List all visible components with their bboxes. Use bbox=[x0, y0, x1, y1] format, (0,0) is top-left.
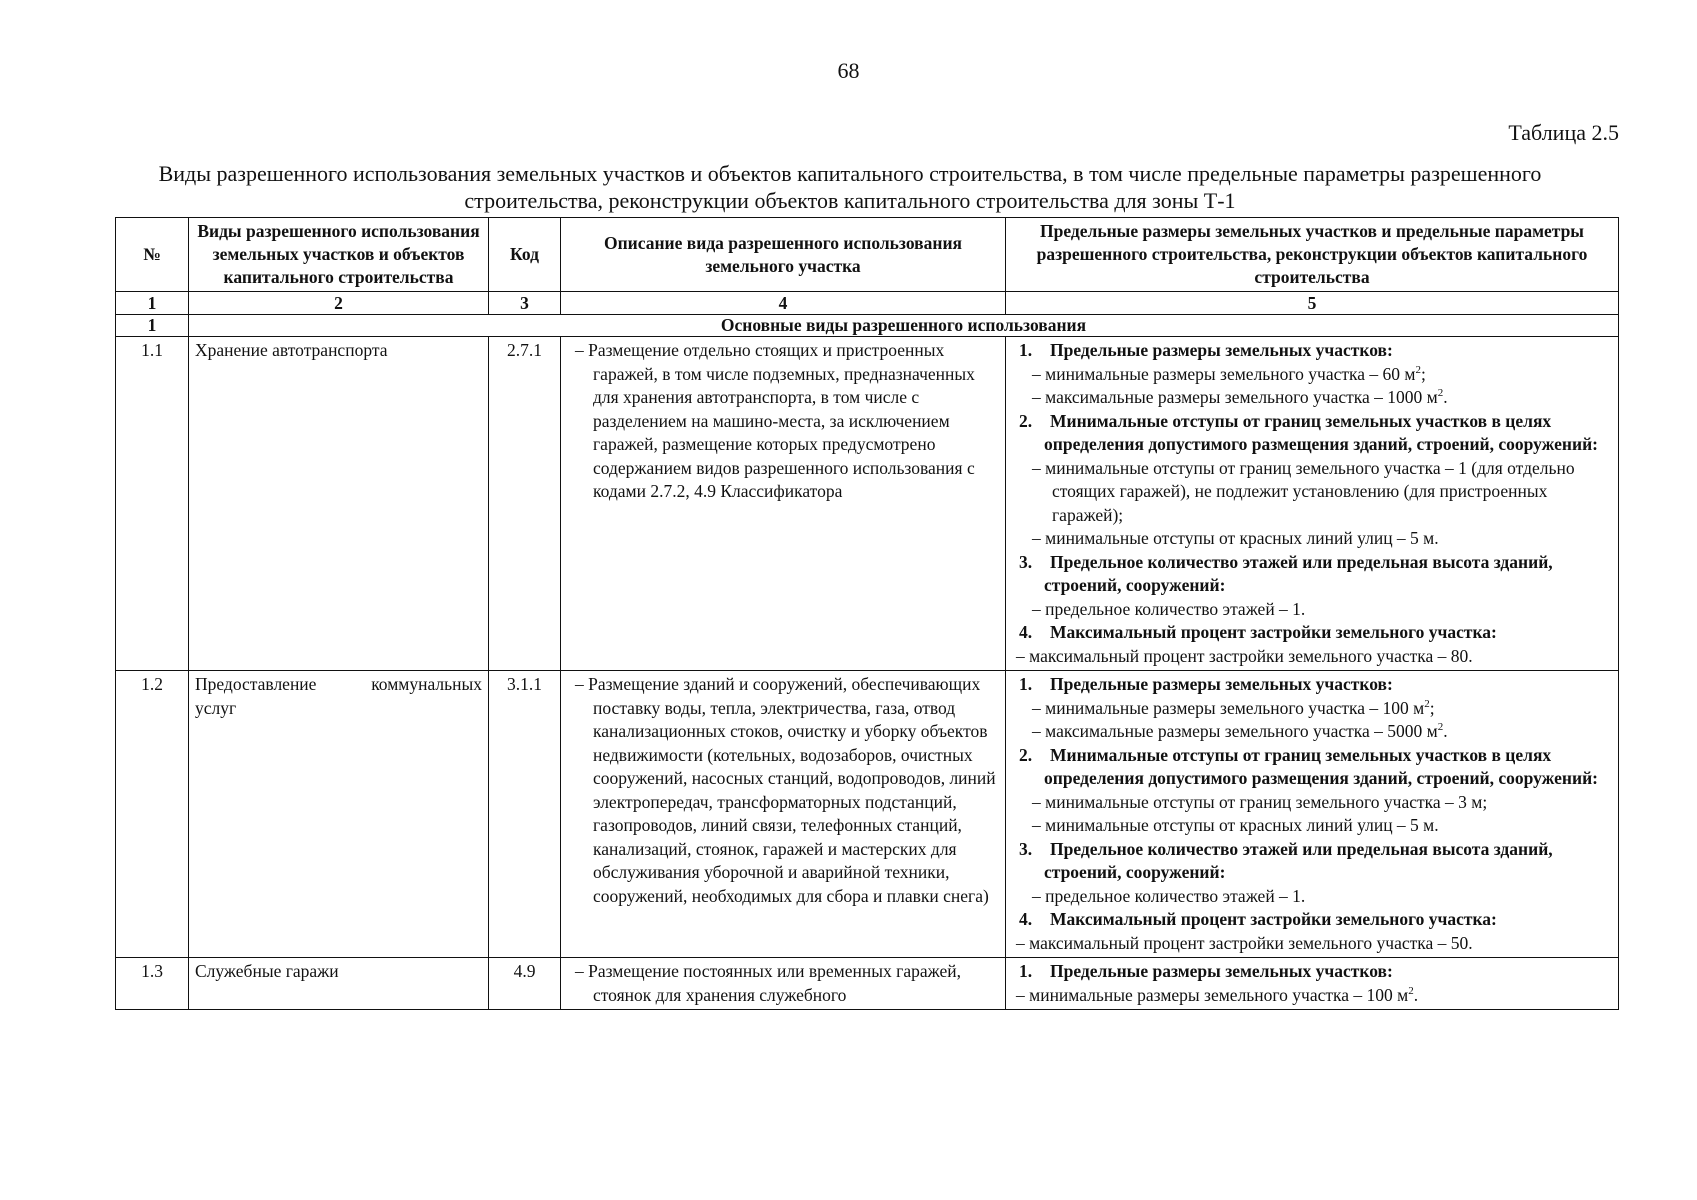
page-number: 68 bbox=[837, 58, 860, 83]
header-code: Код bbox=[489, 218, 561, 292]
column-number: 4 bbox=[561, 292, 1006, 315]
row-type bbox=[189, 958, 489, 1010]
row-description bbox=[561, 671, 1006, 958]
row-code: 2.7.1 bbox=[489, 337, 561, 671]
row-params bbox=[1006, 958, 1619, 1010]
row-description bbox=[561, 337, 1006, 671]
header-num: № bbox=[116, 218, 189, 292]
param-heading: 2. Минимальные отступы от границ земельных участков в целях определения допустимого размещения зданий, строений, сооружений: bbox=[1019, 410, 1598, 454]
section-num: 1 bbox=[116, 315, 189, 337]
param-heading: 1. Предельные размеры земельных участков: bbox=[1019, 674, 1393, 694]
param-item: – минимальные отступы от красных линий улиц – 5 м. bbox=[1032, 815, 1439, 835]
row-type-text: услуг bbox=[195, 697, 237, 718]
header-description: Описание вида разрешенного использования земельного участка bbox=[561, 218, 1006, 292]
param-item: – максимальные размеры земельного участка – 1000 $м^2$. bbox=[1032, 387, 1448, 407]
param-item: – минимальные размеры земельного участка – 100 $м^2$; bbox=[1032, 697, 1435, 718]
section-row bbox=[116, 315, 1619, 337]
param-item: – максимальный процент застройки земельного участка – 80. bbox=[1016, 645, 1473, 666]
row-code: 4.9 bbox=[489, 958, 561, 1010]
param-heading: 3. Предельное количество этажей или предельная высота зданий, строений, сооружений: bbox=[1019, 551, 1553, 595]
param-heading: 3. Предельное количество этажей или предельная высота зданий, строений, сооружений: bbox=[1019, 838, 1553, 882]
row-type-text: Хранение автотранспорта bbox=[195, 340, 388, 360]
param-heading: 2. Минимальные отступы от границ земельных участков в целях определения допустимого размещения зданий, строений, сооружений: bbox=[1019, 744, 1598, 788]
param-item: – минимальные отступы от границ земельного участка – 1 (для отдельно стоящих гаражей), не подлежит установлению (для пристроенных гаражей); bbox=[1032, 457, 1575, 525]
table-row bbox=[116, 958, 1619, 1010]
row-num: 1.3 bbox=[116, 958, 189, 1010]
param-item: – предельное количество этажей – 1. bbox=[1032, 885, 1306, 906]
param-heading: 4. Максимальный процент застройки земельного участка: bbox=[1019, 909, 1497, 929]
row-num: 1.1 bbox=[116, 337, 189, 671]
param-item: – минимальные отступы от границ земельного участка – 3 м; bbox=[1032, 791, 1488, 812]
param-item: – минимальные размеры земельного участка – 100 $м^2$. bbox=[1016, 984, 1419, 1005]
header-params: Предельные размеры земельных участков и предельные параметры разрешенного строительства, реконструкции объектов капитального строительства bbox=[1006, 218, 1619, 292]
param-item: – максимальный процент застройки земельного участка – 50. bbox=[1016, 932, 1473, 953]
column-number: 2 bbox=[189, 292, 489, 315]
row-type bbox=[189, 671, 489, 958]
table-row bbox=[116, 337, 1619, 671]
table-row bbox=[116, 671, 1619, 958]
row-type bbox=[189, 337, 489, 671]
row-description bbox=[561, 958, 1006, 1010]
row-description-text: – Размещение отдельно стоящих и пристроенных гаражей, в том числе подземных, предназначенных для хранения автотранспорта, в том числе с разделением на машино-места, за исключением гаражей, размещение которых предусмотрено содержанием видов разрешенного использования с кодами 2.7.2, 4.9 Классификатора bbox=[575, 340, 975, 501]
land-use-table bbox=[115, 217, 1619, 1010]
table-caption: Виды разрешенного использования земельных участков и объектов капитального строительства, в том числе предельные параметры разрешенного строительства, реконструкции объектов капитального строительства для зоны Т-1 bbox=[158, 161, 1542, 213]
row-params bbox=[1006, 671, 1619, 958]
row-description-text: – Размещение зданий и сооружений, обеспечивающих поставку воды, тепла, электричества, газа, отвод канализационных стоков, очистку и уборку объектов недвижимости (котельных, водозаборов, очистных сооружений, насосных станций, водопроводов, линий электропередач, трансформаторных подстанций, газопроводов, линий связи, телефонных станций, канализаций, стоянок, гаражей и мастерских для обслуживания уборочной и аварийной техники, сооружений, необходимых для сбора и плавки снега) bbox=[575, 674, 996, 906]
column-number-row bbox=[116, 292, 1619, 315]
row-type-text: Служебные гаражи bbox=[195, 961, 339, 981]
row-params bbox=[1006, 337, 1619, 671]
column-number: 3 bbox=[489, 292, 561, 315]
header-row bbox=[116, 218, 1619, 292]
param-item: – минимальные отступы от красных линий улиц – 5 м. bbox=[1032, 528, 1439, 548]
param-heading: 1. Предельные размеры земельных участков: bbox=[1019, 340, 1393, 360]
param-item: – минимальные размеры земельного участка – 60 $м^2$; bbox=[1032, 363, 1426, 384]
param-item: – предельное количество этажей – 1. bbox=[1032, 598, 1306, 619]
section-title: Основные виды разрешенного использования bbox=[189, 315, 1619, 337]
param-heading: 4. Максимальный процент застройки земельного участка: bbox=[1019, 622, 1497, 642]
column-number: 5 bbox=[1006, 292, 1619, 315]
row-num: 1.2 bbox=[116, 671, 189, 958]
header-type: Виды разрешенного использования земельных участков и объектов капитального строительства bbox=[189, 218, 489, 292]
column-number: 1 bbox=[116, 292, 189, 315]
row-code: 3.1.1 bbox=[489, 671, 561, 958]
row-description-text: – Размещение постоянных или временных гаражей, стоянок для хранения служебного bbox=[575, 961, 961, 1005]
table-label: Таблица 2.5 bbox=[1508, 120, 1619, 145]
param-heading: 1. Предельные размеры земельных участков: bbox=[1019, 961, 1393, 981]
param-item: – максимальные размеры земельного участка – 5000 $м^2$. bbox=[1032, 721, 1448, 741]
row-type-text: Предоставление коммунальных bbox=[195, 674, 482, 694]
